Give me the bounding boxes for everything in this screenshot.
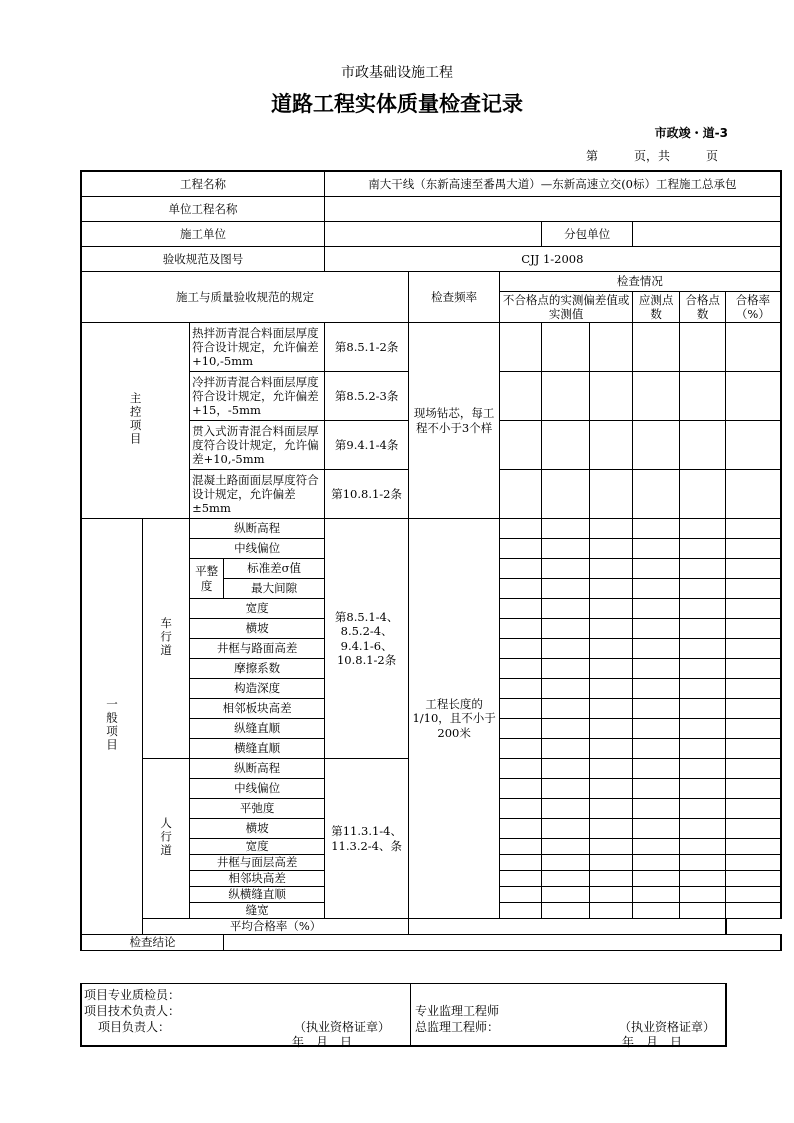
frequency-header: 检查频率 [409, 272, 500, 323]
sidewalk-item: 井框与面层高差 [190, 855, 325, 871]
inspection-record-table [80, 170, 782, 951]
contractor-value [325, 222, 542, 247]
measured-points-header: 应测点数 [633, 292, 680, 323]
page-info: 第 页，共 页 [586, 149, 719, 163]
sidewalk-item: 纵横缝直顺 [190, 887, 325, 903]
carriageway-item: 横缝直顺 [190, 739, 325, 759]
main-item-desc: 混凝土路面面层厚度符合设计规定，允许偏差±5mm [190, 470, 325, 519]
signature-divider [410, 984, 411, 1046]
carriageway-clause: 第8.5.1-4、8.5.2-4、9.4.1-6、10.8.1-2条 [325, 519, 409, 759]
project-name-label: 工程名称 [81, 171, 325, 197]
qualified-points-header: 合格点数 [680, 292, 726, 323]
spec-rule-header: 施工与质量验收规范的规定 [81, 272, 409, 323]
carriageway-item: 纵断高程 [190, 519, 325, 539]
unit-project-label: 单位工程名称 [81, 197, 325, 222]
carriageway-item: 宽度 [190, 599, 325, 619]
date-left: 年 月 日 [292, 1035, 353, 1049]
carriageway-item: 摩擦系数 [190, 659, 325, 679]
main-item-clause: 第10.8.1-2条 [325, 470, 409, 519]
signature-block [80, 983, 727, 1047]
form-title: 道路工程实体质量检查记录 [271, 92, 523, 116]
sidewalk-label: 人行道 [143, 759, 190, 919]
main-items-frequency: 现场钻芯，每工程不小于3个样 [409, 323, 500, 519]
main-item-desc: 冷拌沥青混合料面层厚度符合设计规定，允许偏差+15，-5mm [190, 372, 325, 421]
chief-supervisor-label: 总监理工程师： [415, 1020, 500, 1034]
flatness-label: 平整度 [190, 559, 224, 599]
general-items-frequency: 工程长度的1/10，且不小于200米 [409, 519, 500, 919]
general-items-group-label: 一般项目 [81, 519, 143, 935]
main-item-desc: 热拌沥青混合料面层厚度符合设计规定，允许偏差+10,-5mm [190, 323, 325, 372]
sidewalk-item: 平弛度 [190, 799, 325, 819]
pass-rate-header: 合格率（%） [726, 292, 781, 323]
carriageway-label: 车行道 [143, 519, 190, 759]
subcontractor-value [633, 222, 781, 247]
spec-value: CJJ 1-2008 [325, 247, 781, 272]
main-item-clause: 第9.4.1-4条 [325, 421, 409, 470]
spec-label: 验收规范及图号 [81, 247, 325, 272]
sidewalk-item: 中线偏位 [190, 779, 325, 799]
main-item-clause: 第8.5.1-2条 [325, 323, 409, 372]
contractor-label: 施工单位 [81, 222, 325, 247]
carriageway-item: 相邻板块高差 [190, 699, 325, 719]
inspection-header: 检查情况 [500, 272, 781, 292]
sidewalk-item: 宽度 [190, 839, 325, 855]
sidewalk-clause: 第11.3.1-4、11.3.2-4、条 [325, 759, 409, 919]
main-item-clause: 第8.5.2-3条 [325, 372, 409, 421]
supervisor-label: 专业监理工程师 [415, 1004, 500, 1018]
form-number: 市政竣・道-3 [654, 126, 728, 140]
sidewalk-item: 横坡 [190, 819, 325, 839]
project-manager-label: 项目负责人： [98, 1020, 171, 1034]
conclusion-label: 检查结论 [81, 935, 224, 951]
tech-person-label: 项目技术负责人： [84, 1004, 181, 1018]
carriageway-item: 标准差σ值 [224, 559, 325, 579]
cert-seal-left: （执业资格证章） [294, 1020, 391, 1034]
cert-seal-right: （执业资格证章） [619, 1020, 716, 1034]
carriageway-item: 井框与路面高差 [190, 639, 325, 659]
date-right: 年 月 日 [622, 1035, 683, 1049]
carriageway-item: 纵缝直顺 [190, 719, 325, 739]
main-item-desc: 贯入式沥青混合料面层厚度符合设计规定，允许偏差+10,-5mm [190, 421, 325, 470]
carriageway-item: 横坡 [190, 619, 325, 639]
subcontractor-label: 分包单位 [542, 222, 633, 247]
average-pass-rate-label: 平均合格率（%） [143, 919, 409, 935]
deviation-header: 不合格点的实测偏差值或实测值 [500, 292, 633, 323]
conclusion-value [224, 935, 781, 951]
carriageway-item: 构造深度 [190, 679, 325, 699]
unit-project-value [325, 197, 781, 222]
form-subtitle: 市政基础设施工程 [341, 65, 453, 81]
sidewalk-item: 缝宽 [190, 903, 325, 919]
main-items-group-label: 主控项目 [81, 323, 190, 519]
qa-person-label: 项目专业质检员： [84, 988, 181, 1002]
carriageway-item: 中线偏位 [190, 539, 325, 559]
sidewalk-item: 相邻块高差 [190, 871, 325, 887]
project-name-value: 南大干线（东新高速至番禺大道）—东新高速立交(0标）工程施工总承包 [325, 171, 781, 197]
sidewalk-item: 纵断高程 [190, 759, 325, 779]
carriageway-item: 最大间隙 [224, 579, 325, 599]
